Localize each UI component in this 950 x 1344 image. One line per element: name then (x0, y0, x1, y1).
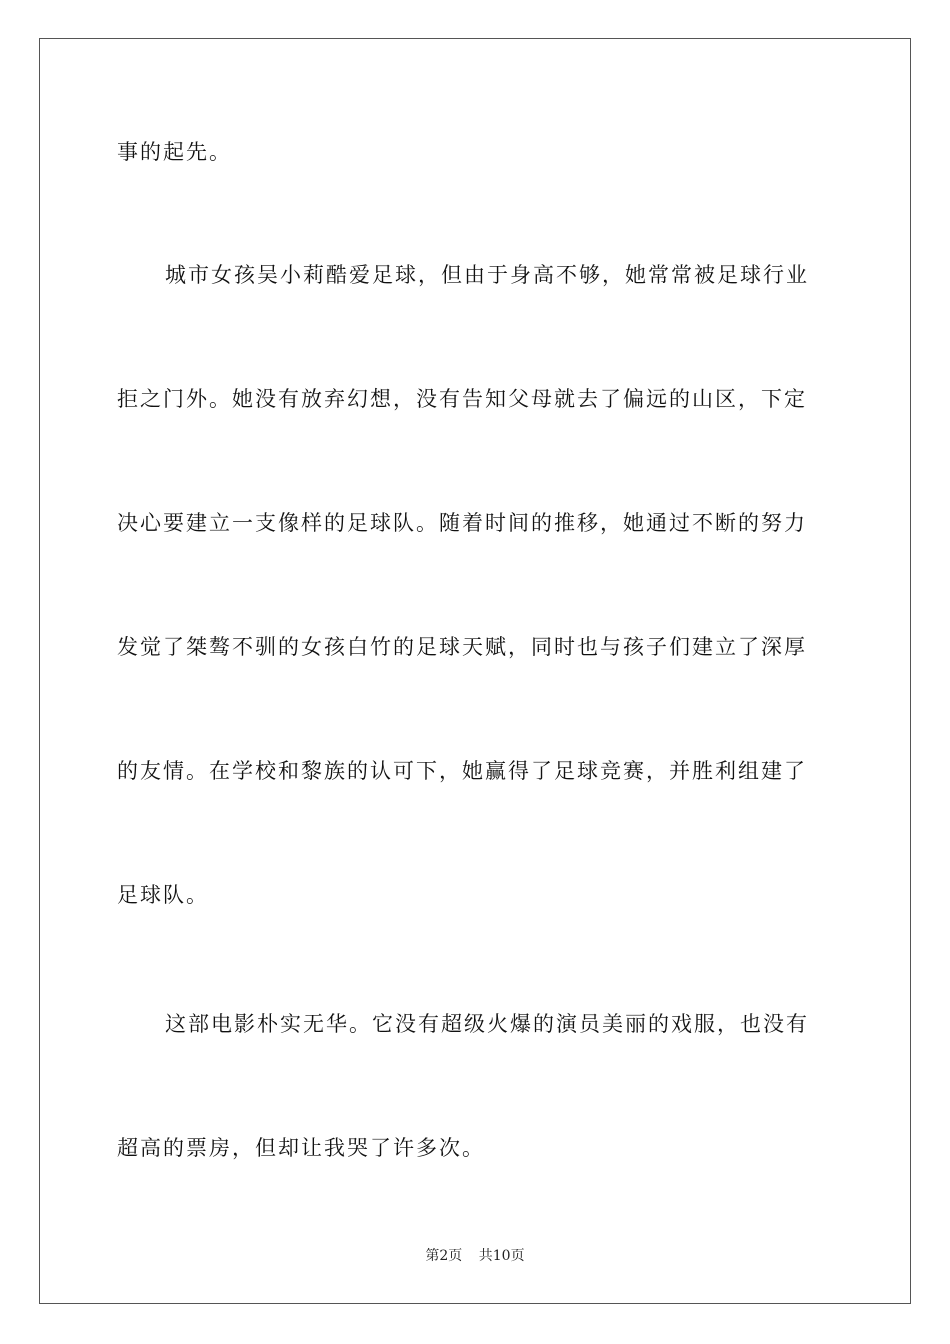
text-line: 拒之门外。她没有放弃幻想，没有告知父母就去了偏远的山区，下定 (117, 387, 807, 411)
text-line: 决心要建立一支像样的足球队。随着时间的推移，她通过不断的努力 (117, 511, 807, 535)
text-line: 超高的票房，但却让我哭了许多次。 (117, 1136, 485, 1160)
paragraph-first-line: 这部电影朴实无华。它没有超级火爆的演员美丽的戏服，也没有 (165, 1012, 809, 1036)
total-pages: 共10页 (478, 1248, 525, 1264)
page-number: 第2页 (425, 1248, 463, 1264)
text-line: 足球队。 (117, 883, 209, 907)
paragraph-first-line: 城市女孩吴小莉酷爱足球，但由于身高不够，她常常被足球行业 (165, 263, 809, 287)
text-line: 事的起先。 (117, 140, 232, 164)
page-footer (0, 1247, 950, 1265)
page-border (39, 38, 911, 1304)
text-line: 发觉了桀骜不驯的女孩白竹的足球天赋，同时也与孩子们建立了深厚 (117, 635, 807, 659)
text-line: 的友情。在学校和黎族的认可下，她赢得了足球竞赛，并胜利组建了 (117, 759, 807, 783)
